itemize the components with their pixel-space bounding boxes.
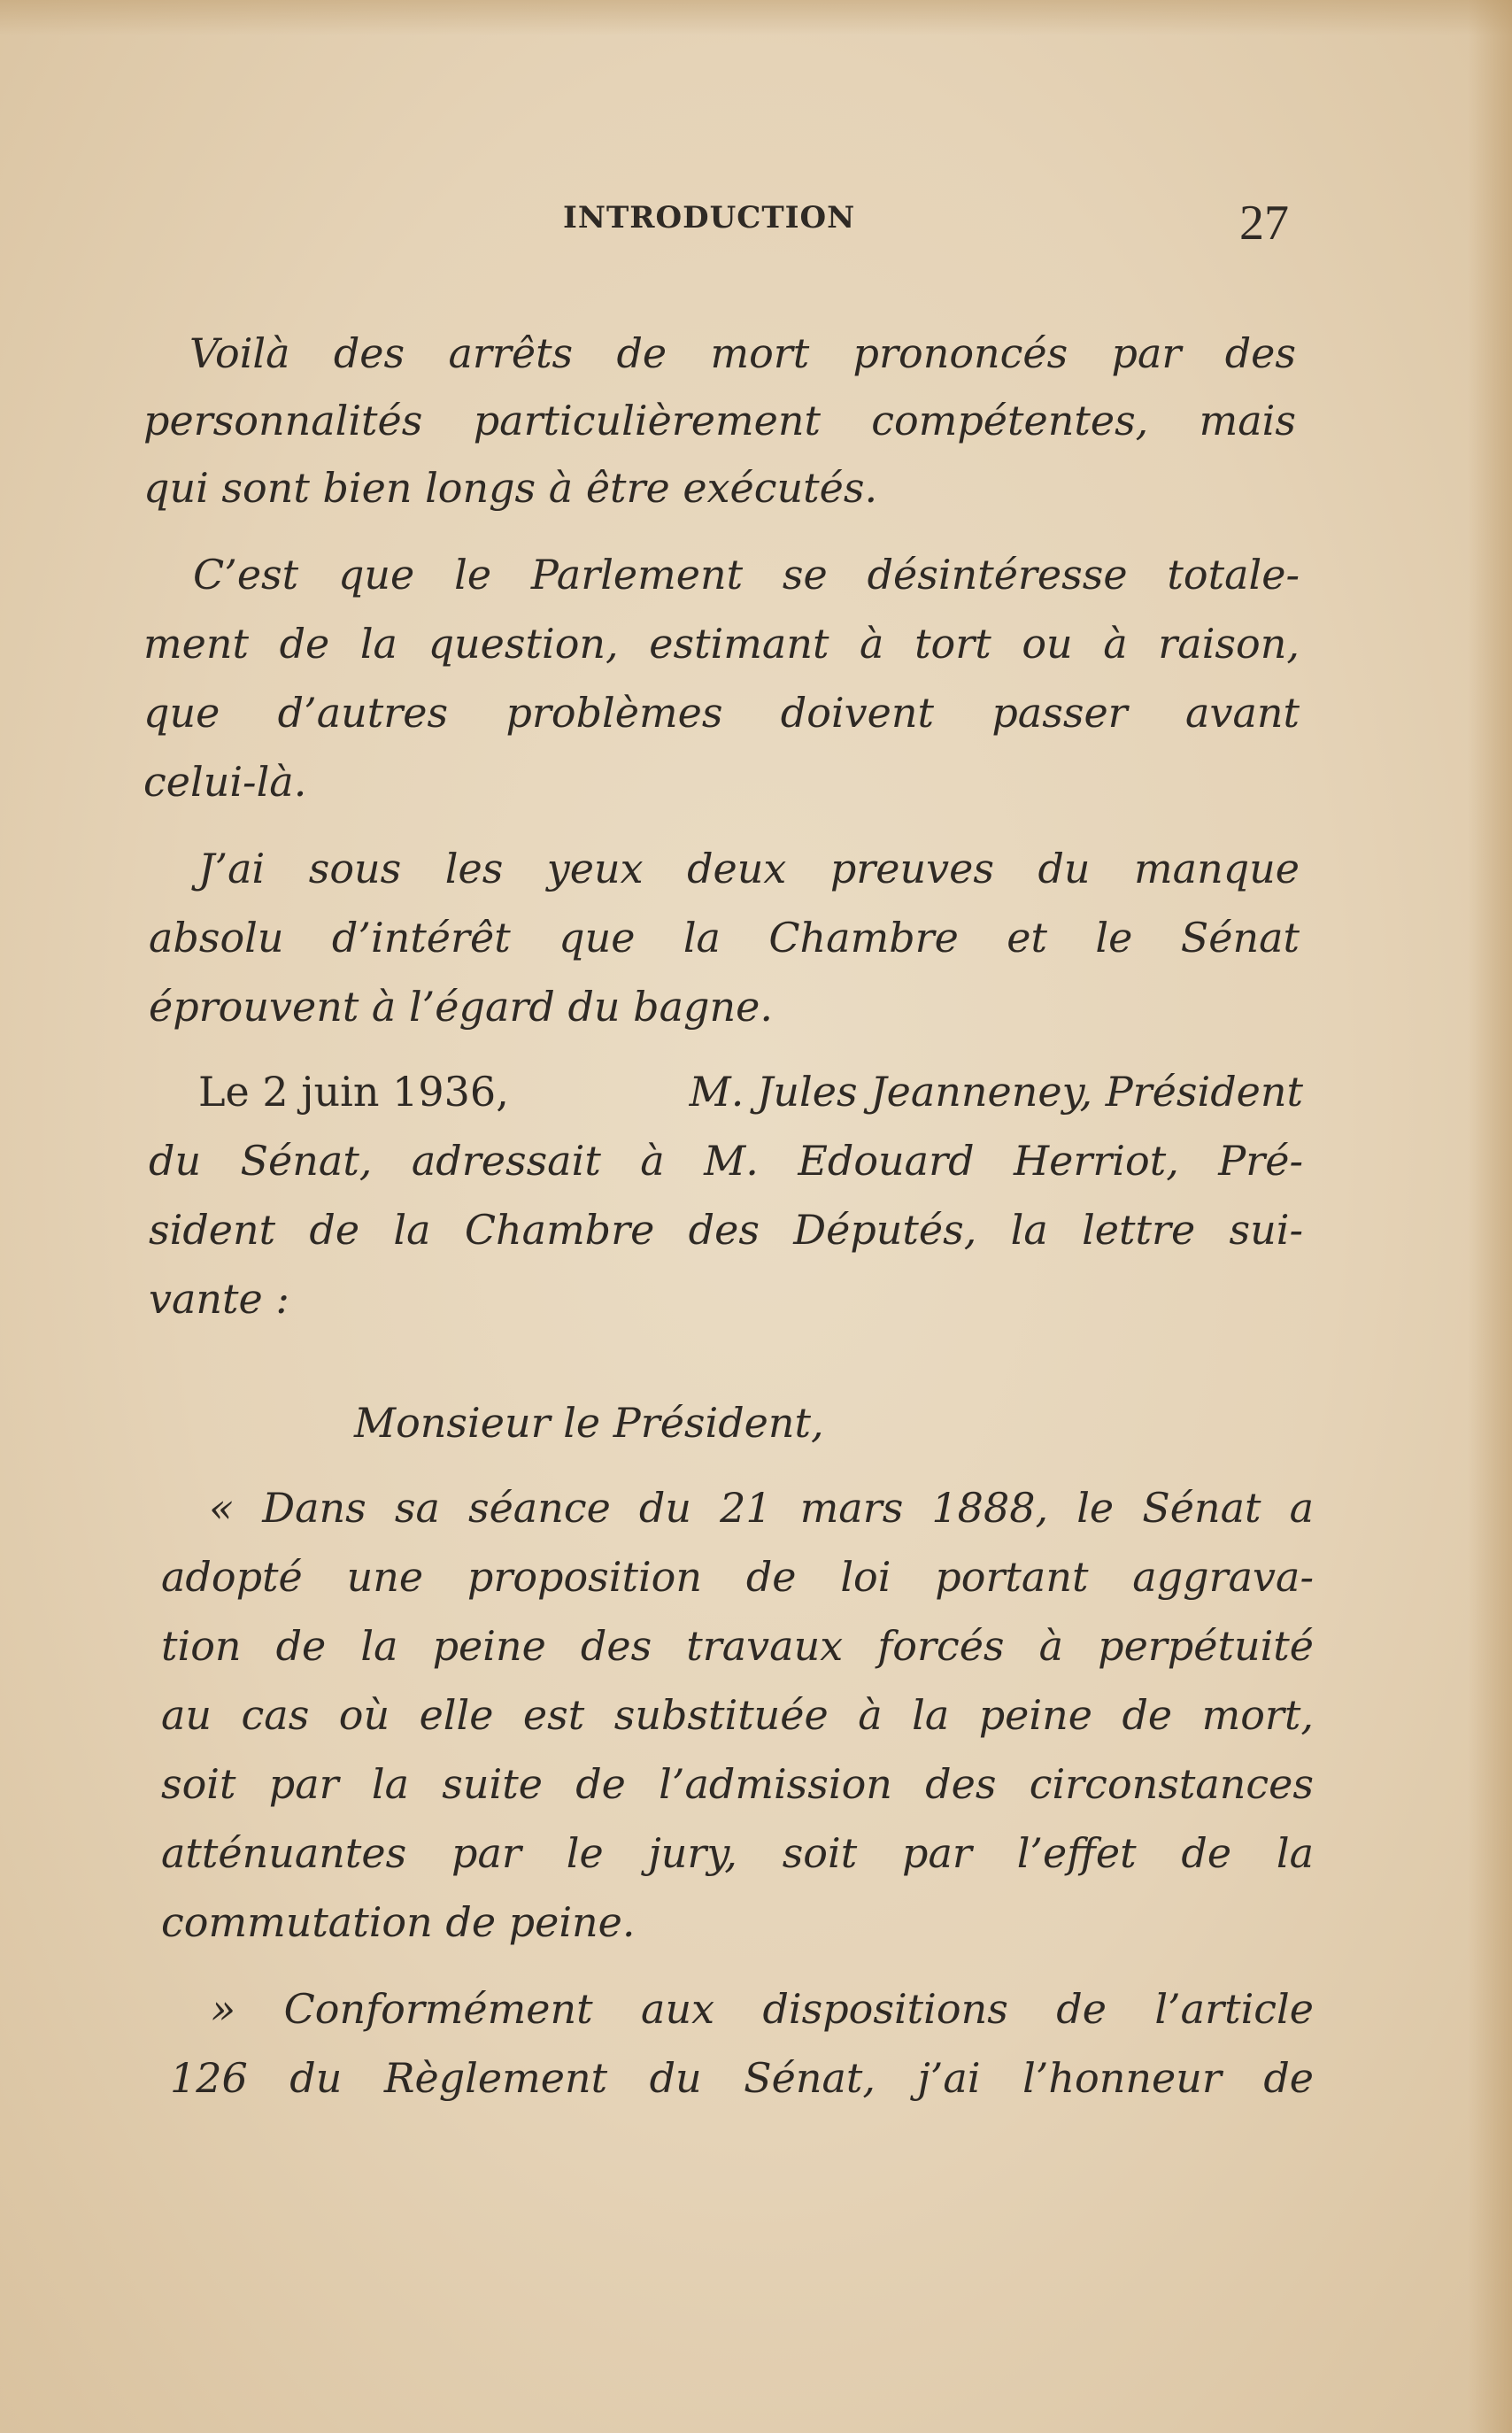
text-line: adopté une proposition de loi portant aggrava- [161, 1553, 1314, 1601]
text-span-italic: M. Jules Jeanneney, Président [689, 1068, 1303, 1116]
text-line: » Conformément aux dispositions de l’article [211, 1985, 1314, 2033]
text-line: « Dans sa séance du 21 mars 1888, le Sénat a [209, 1484, 1314, 1532]
text-line: soit par la suite de l’admission des circonstances [161, 1760, 1314, 1808]
text-line: sident de la Chambre des Députés, la lettre sui- [149, 1206, 1303, 1254]
text-line: absolu d’intérêt que la Chambre et le Sénat [149, 914, 1300, 962]
text-line: 126 du Règlement du Sénat, j’ai l’honneur de [170, 2054, 1314, 2102]
text-line: J’ai sous les yeux deux preuves du manque [198, 845, 1300, 892]
page-shadow-right [1468, 0, 1512, 2433]
page-shadow-top [0, 0, 1512, 35]
text-line: personnalités particulièrement compétentes, mais [143, 397, 1296, 444]
text-line: Voilà des arrêts de mort prononcés par des [189, 329, 1296, 377]
text-line: atténuantes par le jury, soit par l’effet de la [161, 1829, 1314, 1877]
page-number: 27 [1239, 196, 1289, 251]
text-line: vante : [149, 1275, 289, 1323]
text-line: celui-là. [143, 758, 307, 806]
text-span-upright: Le 2 juin 1936, [198, 1068, 509, 1116]
text-line: ment de la question, estimant à tort ou à raison, [143, 620, 1300, 668]
text-line: éprouvent à l’égard du bagne. [149, 983, 773, 1031]
text-line: C’est que le Parlement se désintéresse totale- [193, 551, 1300, 599]
text-line: qui sont bien longs à être exécutés. [143, 464, 878, 512]
text-line [198, 1068, 1303, 1116]
salutation: Monsieur le Président, [354, 1399, 824, 1447]
text-line: au cas où elle est substituée à la peine de mort, [161, 1691, 1314, 1739]
text-line: du Sénat, adressait à M. Edouard Herriot, Pré- [149, 1137, 1303, 1185]
text-line: que d’autres problèmes doivent passer avant [143, 689, 1300, 737]
text-line: tion de la peine des travaux forcés à perpétuité [161, 1622, 1314, 1670]
text-line: commutation de peine. [161, 1898, 636, 1946]
running-head: INTRODUCTION [563, 200, 856, 236]
